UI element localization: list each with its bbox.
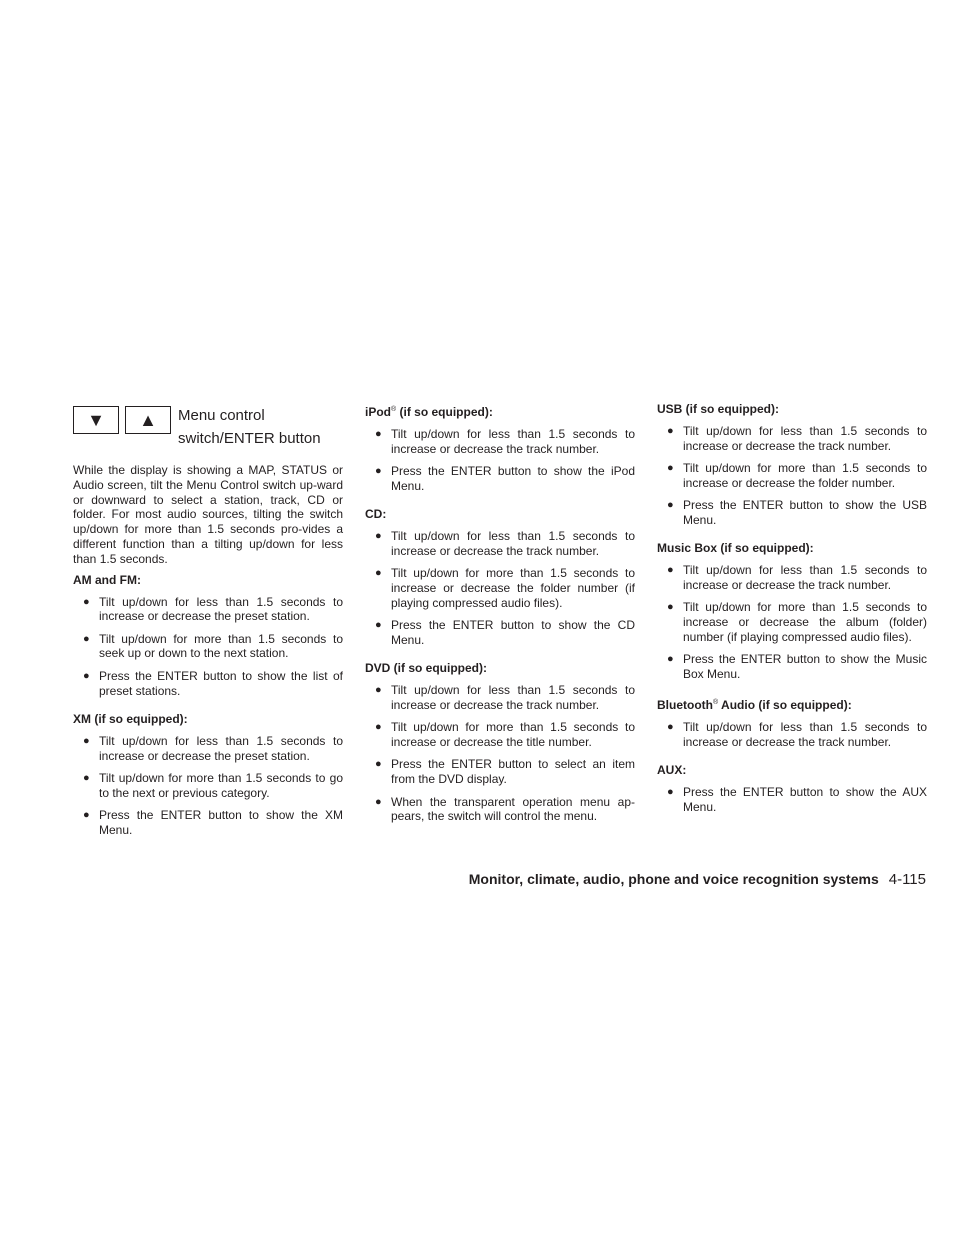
aux-list [657,785,927,815]
list-item: ● Press the ENTER button to show the iPod Menu. [375,464,635,493]
bullet-icon: ● [375,530,382,543]
bluetooth-audio-heading: Bluetooth® Audio (if so equipped): [657,698,852,713]
list-item: ● Tilt up/down for less than 1.5 seconds to increase or decrease the preset station. [83,733,343,763]
list-item: ● Press the ENTER button to show the AUX Menu. [667,785,927,815]
bullet-icon: ● [83,809,90,822]
section-title-line2: switch/ENTER button [178,430,321,447]
list-item: ● Tilt up/down for more than 1.5 seconds to go to the next or previous category. [83,770,343,800]
list-item: ● Tilt up/down for more than 1.5 seconds to increase or decrease the title number. [375,720,635,750]
bullet-icon: ● [667,499,674,512]
bullet-icon: ● [667,462,674,475]
list-item: ● Press the ENTER button to show the USB Menu. [667,498,927,527]
list-item: ● Tilt up/down for more than 1.5 seconds to increase or decrease the folder number. [667,461,927,490]
am-fm-list [73,595,343,699]
list-item: ● Press the ENTER button to show the XM Menu. [83,808,343,837]
intro-paragraph: While the display is showing a MAP, STATUS or Audio screen, tilt the Menu Control switch up-ward or downward to select a station, track, CD or folder. For most audio sources, tilting the switch up/down for more than 1.5 seconds pro-vides a different function than a tilting up/down for less than 1.5 seconds. [73,463,343,566]
list-item: ● Tilt up/down for less than 1.5 seconds to increase or decrease the track number. [667,563,927,593]
bullet-icon: ● [375,428,382,440]
dvd-list [365,683,635,824]
list-item: ● Tilt up/down for less than 1.5 seconds to increase or decrease the track number. [667,424,927,453]
list-item: ● Press the ENTER button to show the list of preset stations. [83,668,343,698]
list-item: ● Tilt up/down for less than 1.5 seconds to increase or decrease the track number. [375,427,635,456]
bullet-icon: ● [83,669,90,682]
list-item: ● Tilt up/down for less than 1.5 seconds to increase or decrease the track number. [375,683,635,713]
list-item: ● Tilt up/down for less than 1.5 seconds to increase or decrease the track number. [375,529,635,558]
cd-list [365,529,635,648]
page-footer [469,871,926,888]
footer-section-title: Monitor, climate, audio, phone and voice recognition systems [468,871,879,887]
ipod-list [365,427,635,494]
column-middle [365,400,635,832]
bullet-icon: ● [375,619,382,632]
tilt-up-icon: ▲ [125,406,171,434]
bullet-icon: ● [375,684,382,697]
bullet-icon: ● [83,595,90,608]
list-item: ● Press the ENTER button to select an item from the DVD display. [375,757,635,787]
bullet-icon: ● [375,795,382,808]
bullet-icon: ● [83,632,90,645]
list-item: ● Tilt up/down for more than 1.5 seconds to increase or decrease the folder number (if playing compressed audio files). [375,566,635,610]
am-fm-heading: AM and FM: [73,572,141,587]
music-box-list [657,563,927,682]
column-left [73,400,343,845]
bullet-icon: ● [667,721,674,734]
bullet-icon: ● [667,564,674,577]
list-item: ● Tilt up/down for more than 1.5 seconds to seek up or down to the next station. [83,631,343,661]
aux-heading: AUX: [657,763,687,778]
menu-control-header [73,404,343,460]
bluetooth-audio-list [657,720,927,750]
page-number: 4-115 [888,871,926,888]
ipod-heading: iPod® (if so equipped): [365,405,493,419]
bullet-icon: ● [375,465,382,478]
xm-list [73,734,343,838]
usb-list [657,424,927,528]
bullet-icon: ● [375,721,382,734]
bullet-icon: ● [83,734,90,747]
dvd-heading: DVD (if so equipped): [365,661,487,676]
bullet-icon: ● [83,771,90,784]
list-item: ● Press the ENTER button to show the CD Menu. [375,618,635,647]
list-item: ● When the transparent operation menu ap-pears, the switch will control the menu. [375,794,635,824]
list-item: ● Tilt up/down for less than 1.5 seconds to increase or decrease the preset station. [83,594,343,624]
music-box-heading: Music Box (if so equipped): [657,541,814,556]
bullet-icon: ● [375,758,382,771]
section-title [178,404,348,450]
bullet-icon: ● [667,786,674,799]
bullet-icon: ● [667,425,674,437]
bullet-icon: ● [375,567,382,580]
cd-heading: CD: [365,507,387,522]
list-item: ● Tilt up/down for more than 1.5 seconds to increase or decrease the album (folder) number (if playing compressed audio files). [667,600,927,644]
bullet-icon: ● [667,653,674,666]
bullet-icon: ● [667,601,674,614]
list-item: ● Press the ENTER button to show the Music Box Menu. [667,652,927,682]
tilt-down-icon: ▼ [73,406,119,434]
usb-heading: USB (if so equipped): [657,402,779,416]
list-item: ● Tilt up/down for less than 1.5 seconds to increase or decrease the track number. [667,720,927,750]
xm-heading: XM (if so equipped): [73,711,188,726]
column-right [657,400,927,823]
section-title-line1: Menu control [178,407,265,424]
